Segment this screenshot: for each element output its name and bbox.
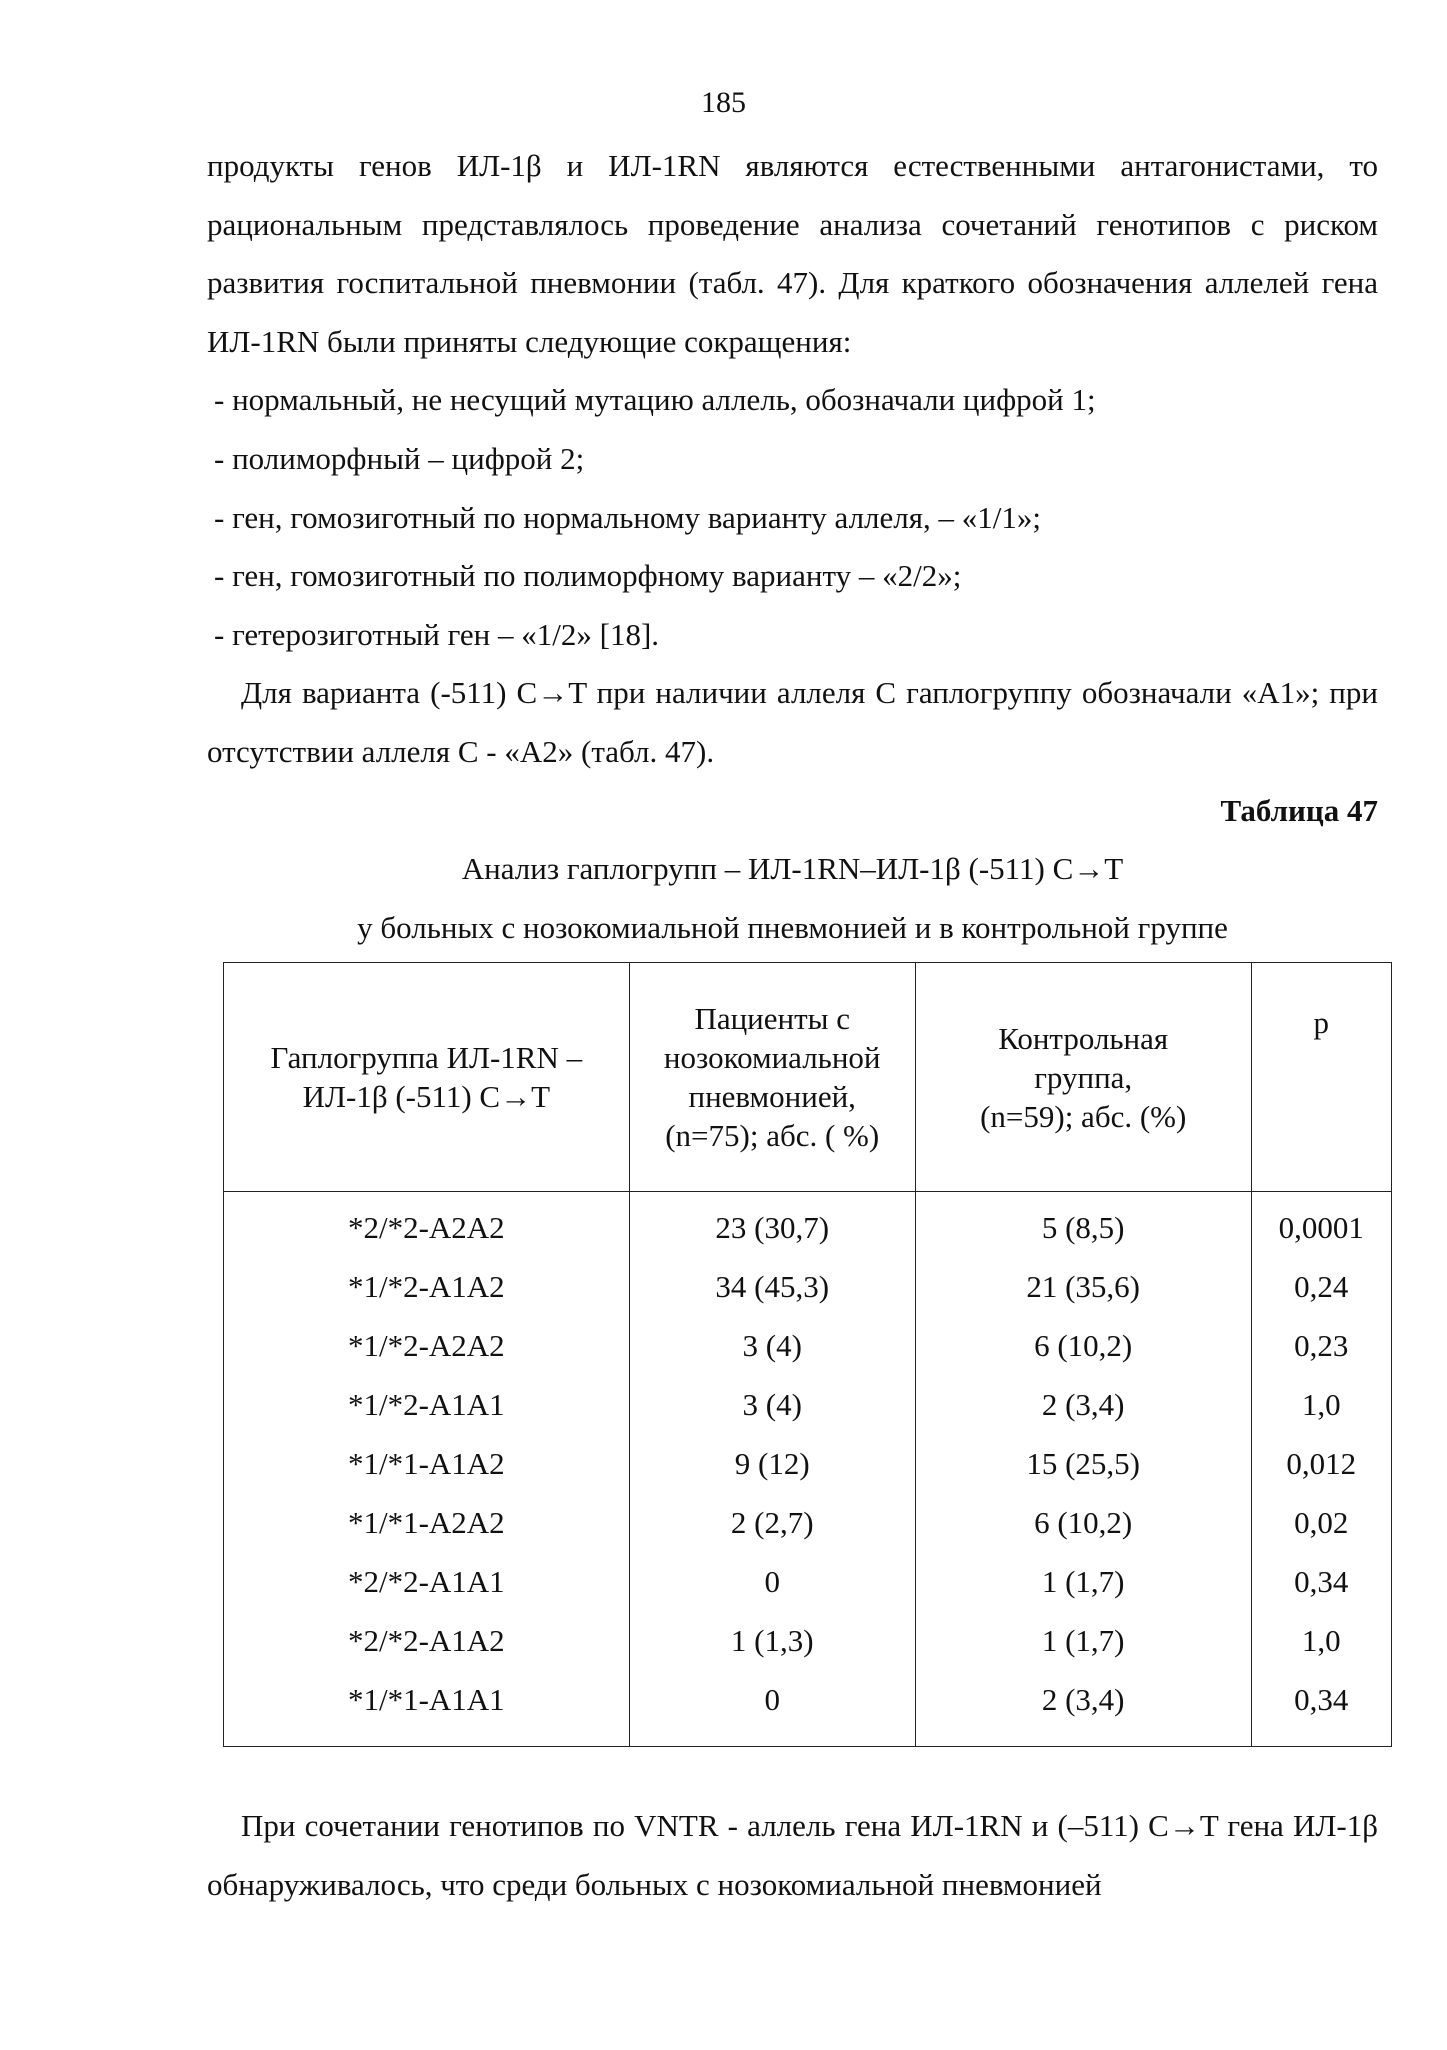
intro-paragraph: продукты генов ИЛ-1β и ИЛ-1RN являются естественными антагонистами, то рациональным представлялось проведение анализа сочетаний генотипов с риском развития госпитальной пневмонии (табл. 47). Для краткого обозначения аллелей гена ИЛ-1RN были приняты следующие сокращения: bbox=[207, 148, 1378, 359]
table-cell: 1,0 bbox=[1251, 1375, 1391, 1434]
header-line: (n=75); абс. ( %) bbox=[665, 1118, 880, 1154]
table-cell: *2/*2-A1A1 bbox=[224, 1552, 630, 1611]
table-body bbox=[224, 1192, 1392, 1747]
table-cell: 0 bbox=[629, 1552, 915, 1611]
table-label: Таблица 47 bbox=[1220, 792, 1378, 828]
table-cell: 3 (4) bbox=[629, 1316, 915, 1375]
table-cell: 0 bbox=[629, 1670, 915, 1747]
table-cell: 1 (1,3) bbox=[629, 1611, 915, 1670]
table-cell: *1/*2-A1A1 bbox=[224, 1375, 630, 1434]
table-cell: 2 (3,4) bbox=[915, 1670, 1251, 1747]
abbreviation-list bbox=[207, 371, 1378, 664]
table-cell: 6 (10,2) bbox=[915, 1316, 1251, 1375]
table-row bbox=[224, 1493, 1392, 1552]
table-cell: 2 (3,4) bbox=[915, 1375, 1251, 1434]
header-line: нозокомиальной bbox=[663, 1040, 881, 1076]
table-cell: *2/*2-A1A2 bbox=[224, 1611, 630, 1670]
table-cell: 2 (2,7) bbox=[629, 1493, 915, 1552]
table-cell: *1/*1-A1A1 bbox=[224, 1670, 630, 1747]
table-cell: *1/*2-A2A2 bbox=[224, 1316, 630, 1375]
table-cell: 1,0 bbox=[1251, 1611, 1391, 1670]
header-patients bbox=[629, 963, 915, 1192]
table-row bbox=[224, 1257, 1392, 1316]
table-cell: 0,23 bbox=[1251, 1316, 1391, 1375]
header-p bbox=[1251, 963, 1391, 1192]
table-row bbox=[224, 1611, 1392, 1670]
header-line: ИЛ-1β (-511) C→T bbox=[302, 1079, 551, 1115]
table-cell: 1 (1,7) bbox=[915, 1611, 1251, 1670]
table-cell: 5 (8,5) bbox=[915, 1192, 1251, 1258]
table-row bbox=[224, 1552, 1392, 1611]
table-caption-line-2: у больных с нозокомиальной пневмонией и в контрольной группе bbox=[357, 909, 1228, 945]
table-cell: 21 (35,6) bbox=[915, 1257, 1251, 1316]
table-caption-line-1: Анализ гаплогрупп – ИЛ-1RN–ИЛ-1β (-511) C→T bbox=[461, 851, 1124, 887]
table-cell: 15 (25,5) bbox=[915, 1434, 1251, 1493]
table-cell: 23 (30,7) bbox=[629, 1192, 915, 1258]
table-cell: 0,02 bbox=[1251, 1493, 1391, 1552]
header-haplogroup bbox=[224, 963, 630, 1192]
closing-paragraph: При сочетании генотипов по VNTR - аллель гена ИЛ-1RN и (–511) C→T гена ИЛ-1β обнаруживалось, что среди больных с нозокомиальной пневмонией bbox=[207, 1808, 1378, 1902]
haplogroup-table bbox=[223, 962, 1392, 1747]
list-item: - нормальный, не несущий мутацию аллель, обозначали цифрой 1; bbox=[214, 382, 1096, 418]
table-cell: 9 (12) bbox=[629, 1434, 915, 1493]
list-item: - ген, гомозиготный по полиморфному варианту – «2/2»; bbox=[214, 558, 962, 594]
table-cell: 0,012 bbox=[1251, 1434, 1391, 1493]
table-cell: 1 (1,7) bbox=[915, 1552, 1251, 1611]
list-item: - ген, гомозиготный по нормальному варианту аллеля, – «1/1»; bbox=[214, 499, 1041, 535]
table-cell: 0,34 bbox=[1251, 1670, 1391, 1747]
header-control bbox=[915, 963, 1251, 1192]
header-line: Гаплогруппа ИЛ-1RN – bbox=[270, 1040, 583, 1076]
table-cell: 0,24 bbox=[1251, 1257, 1391, 1316]
page-number: 185 bbox=[701, 86, 746, 119]
header-line: Пациенты с bbox=[694, 1001, 850, 1037]
header-line: пневмонией, bbox=[688, 1079, 856, 1115]
table-row bbox=[224, 1375, 1392, 1434]
table-row bbox=[224, 1670, 1392, 1747]
variant-paragraph: Для варианта (-511) C→T при наличии аллеля С гаплогруппу обозначали «А1»; при отсутствии аллеля С - «А2» (табл. 47). bbox=[207, 675, 1378, 769]
table-row bbox=[224, 1316, 1392, 1375]
table-cell: *1/*1-A1A2 bbox=[224, 1434, 630, 1493]
table-cell: 6 (10,2) bbox=[915, 1493, 1251, 1552]
table-cell: *1/*2-A1A2 bbox=[224, 1257, 630, 1316]
table-cell: *1/*1-A2A2 bbox=[224, 1493, 630, 1552]
table-cell: 3 (4) bbox=[629, 1375, 915, 1434]
table-cell: *2/*2-A2A2 bbox=[224, 1192, 630, 1258]
header-line: (n=59); абс. (%) bbox=[980, 1098, 1187, 1134]
header-line: p bbox=[1313, 1005, 1330, 1041]
list-item: - полиморфный – цифрой 2; bbox=[214, 440, 585, 476]
table-cell: 34 (45,3) bbox=[629, 1257, 915, 1316]
header-line: Контрольная bbox=[998, 1020, 1169, 1056]
table-row bbox=[224, 1434, 1392, 1493]
table-header-row bbox=[224, 963, 1392, 1192]
page-content bbox=[207, 137, 1378, 1915]
header-line: группа, bbox=[1034, 1059, 1133, 1095]
table-cell: 0,34 bbox=[1251, 1552, 1391, 1611]
list-item: - гетерозиготный ген – «1/2» [18]. bbox=[214, 616, 660, 652]
table-cell: 0,0001 bbox=[1251, 1192, 1391, 1258]
table-row bbox=[224, 1192, 1392, 1258]
